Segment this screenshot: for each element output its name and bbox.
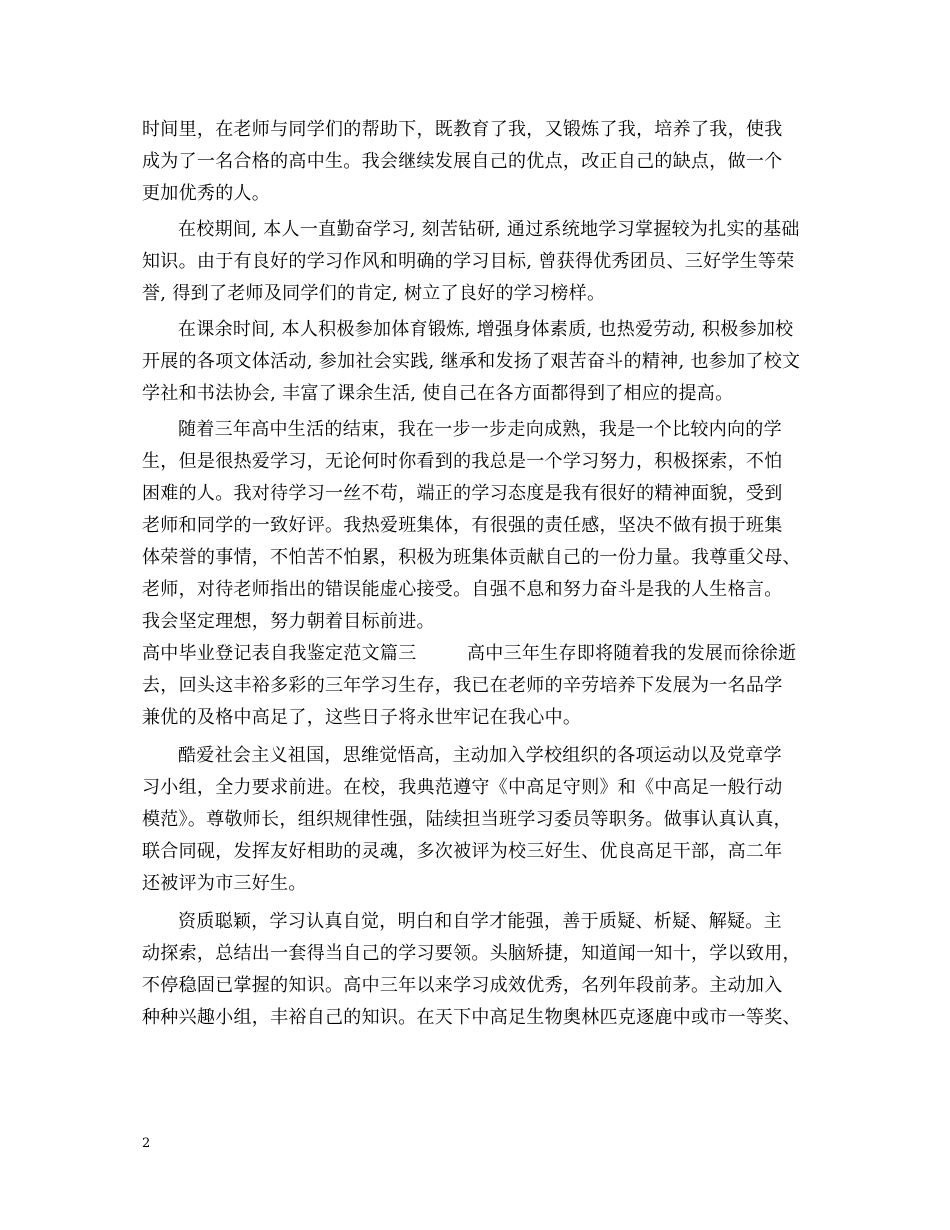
text-line: 联合同砚，发挥友好相助的灵魂，多次被评为校三好生、优良高足干部，高二年 (142, 841, 783, 862)
paragraph-3 (142, 314, 812, 410)
text-line: 开展的各项文体活动, 参加社会实践, 继承和发扬了艰苦奋斗的精神, 也参加了校文 (142, 351, 801, 372)
text-line: 动探索，总结出一套得当自己的学习要领。头脑矫捷，知道闻一知十，学以致用， (142, 943, 801, 964)
text-line: 兼优的及格中高足了，这些日子将永世牢记在我心中。 (142, 707, 582, 728)
text-line: 随着三年高中生活的结束，我在一步一步走向成熟，我是一个比较内向的学 (178, 419, 782, 440)
text-line: 生，但是很热爱学习，无论何时你看到的我总是一个学习努力，积极探索，不怕 (142, 451, 783, 472)
text-line: 种种兴趣小组，丰裕自己的知识。在天下中高足生物奥林匹克逐鹿中或市一等奖、 (142, 1007, 801, 1028)
text-line: 成为了一名合格的高中生。我会继续发展自己的优点，改正自己的缺点，做一个 (142, 151, 783, 172)
text-line: 习小组，全力要求前进。在校，我典范遵守《中高足守则》和《中高足一般行动 (142, 777, 783, 798)
section-title: 高中毕业登记表自我鉴定范文篇三 (142, 643, 417, 664)
paragraph-2 (142, 214, 812, 310)
text-line: 不停稳固已掌握的知识。高中三年以来学习成效优秀，名列年段前茅。主动加入 (142, 975, 783, 996)
text-line: 模范》。尊敬师长，组织规律性强，陆续担当班学习委员等职务。做事认真认真， (142, 809, 792, 830)
paragraph-1 (142, 114, 812, 210)
text-line: 时间里，在老师与同学们的帮助下，既教育了我，又锻炼了我，培养了我，使我 (142, 119, 783, 140)
text-line: 资质聪颖，学习认真自觉，明白和自学才能强，善于质疑、析疑、解疑。主 (178, 911, 782, 932)
text-line: 困难的人。我对待学习一丝不苟，端正的学习态度是我有很好的精神面貌，受到 (142, 483, 783, 504)
text-line: 酷爱社会主义祖国，思维觉悟高，主动加入学校组织的各项运动以及党章学 (178, 745, 782, 766)
page-number: 2 (142, 1136, 151, 1151)
text-line: 誉, 得到了老师及同学们的肯定, 树立了良好的学习榜样。 (142, 283, 606, 304)
paragraph-4 (142, 414, 812, 638)
text-line: 在校期间, 本人一直勤奋学习, 刻苦钻研, 通过系统地学习掌握较为扎实的基础 (178, 219, 800, 240)
text-line: 去，回头这丰裕多彩的三年学习生存，我已在老师的辛劳培养下发展为一名品学 (142, 675, 783, 696)
section-heading-block (142, 638, 812, 734)
text-line: 老师和同学的一致好评。我热爱班集体，有很强的责任感，坚决不做有损于班集 (142, 515, 783, 536)
text-line: 老师，对待老师指出的错误能虚心接受。自强不息和努力奋斗是我的人生格言。 (142, 579, 783, 600)
text-line: 知识。由于有良好的学习作风和明确的学习目标, 曾获得优秀团员、三好学生等荣 (142, 251, 795, 272)
text-line: 体荣誉的事情，不怕苦不怕累，积极为班集体贡献自己的一份力量。我尊重父母、 (142, 547, 801, 568)
paragraph-7 (142, 906, 812, 1034)
body-text (142, 114, 812, 1034)
text-line: 我会坚定理想，努力朝着目标前进。 (142, 611, 435, 632)
text-line: 还被评为市三好生。 (142, 873, 307, 894)
text-line: 在课余时间, 本人积极参加体育锻炼, 增强身体素质, 也热爱劳动, 积极参加校 (178, 319, 794, 340)
paragraph-6 (142, 740, 812, 900)
section-heading-line (142, 638, 812, 670)
text-line: 学社和书法协会, 丰富了课余生活, 使自己在各方面都得到了相应的提高。 (142, 383, 734, 404)
text-line: 更加优秀的人。 (142, 183, 271, 204)
text-line: 高中三年生存即将随着我的发展而徐徐逝 (467, 643, 797, 664)
